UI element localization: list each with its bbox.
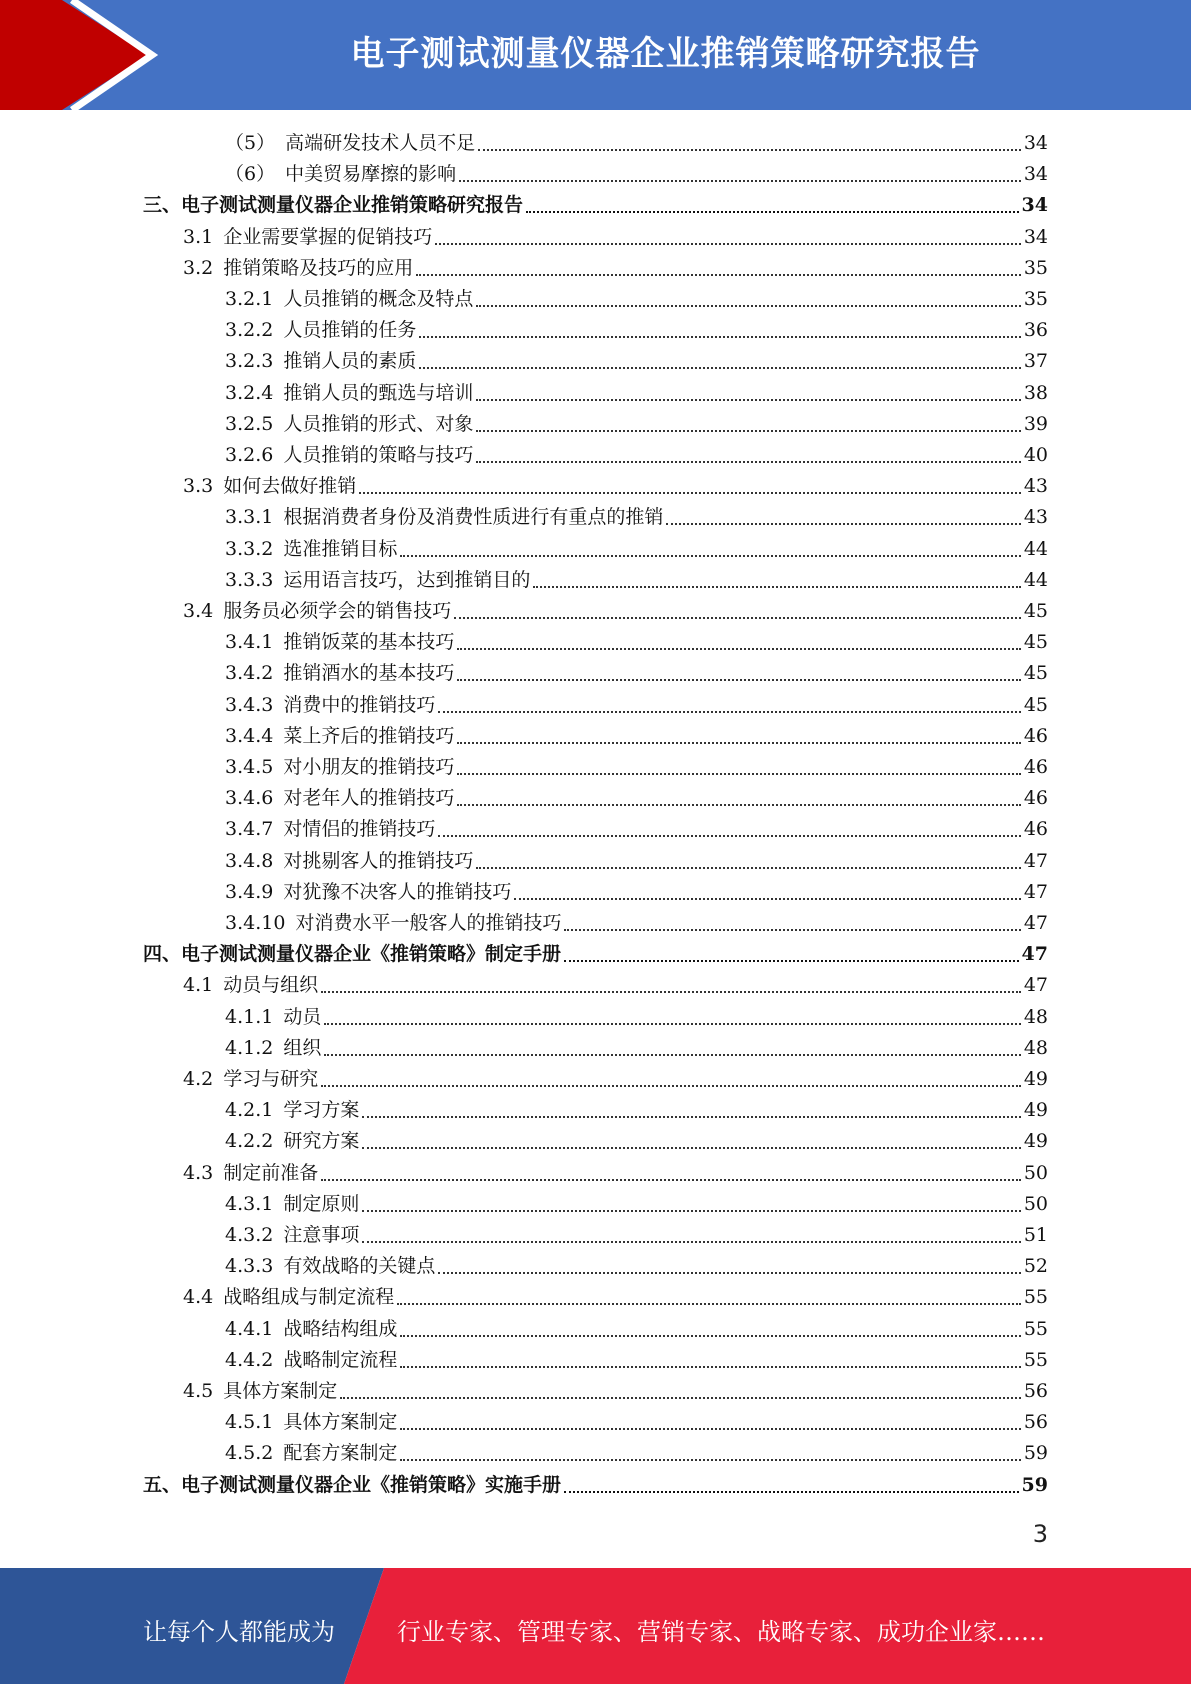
toc-entry-title: 战略组成与制定流程 [223, 1286, 395, 1309]
toc-entry[interactable] [143, 1470, 1048, 1500]
toc-dot-leader [564, 960, 1019, 962]
toc-entry-number: 3.3.1 [225, 506, 274, 529]
toc-entry-number: 3.3.3 [225, 568, 274, 591]
toc-dot-leader [362, 1210, 1020, 1212]
toc-entry-number: 3.1 [183, 225, 214, 248]
header-title: 电子测试测量仪器企业推销策略研究报告 [350, 34, 981, 74]
toc-entry-title: 人员推销的概念及特点 [283, 288, 474, 310]
toc-entry-number: 三、 [143, 194, 182, 217]
toc-entry-number: 4.5.1 [225, 1411, 274, 1434]
toc-entry-number: 4.4.2 [225, 1348, 274, 1371]
toc-dot-leader [476, 430, 1020, 432]
toc-entry-page: 49 [1023, 1099, 1048, 1122]
toc-entry[interactable] [225, 814, 1048, 844]
toc-dot-leader [514, 898, 1020, 900]
toc-entry-title: 高端研发技术人员不足 [285, 132, 476, 154]
toc-dot-leader [438, 711, 1020, 713]
toc-entry-page: 47 [1023, 912, 1048, 934]
toc-entry-title: 电子测试测量仪器企业《推销策略》实施手册 [181, 1473, 562, 1496]
toc-entry-page: 44 [1023, 568, 1048, 591]
toc-dot-leader [459, 180, 1021, 182]
toc-entry[interactable] [225, 284, 1048, 314]
toc-entry-page: 46 [1023, 787, 1048, 810]
toc-entry-page: 46 [1023, 724, 1048, 747]
toc-entry-page: 43 [1023, 506, 1048, 529]
toc-entry-title: 人员推销的形式、对象 [283, 412, 474, 435]
toc-entry-page: 56 [1023, 1380, 1048, 1402]
toc-entry[interactable] [225, 658, 1048, 688]
toc-entry[interactable] [183, 970, 1048, 1000]
toc-entry-title: 电子测试测量仪器企业推销策略研究报告 [181, 194, 524, 217]
toc-entry-number: 3.2 [183, 256, 214, 279]
toc-dot-leader [457, 742, 1020, 744]
toc-entry[interactable] [225, 783, 1048, 813]
toc-entry-title: 战略结构组成 [283, 1317, 398, 1340]
toc-entry-page: 56 [1023, 1411, 1048, 1434]
page-header [0, 0, 1191, 110]
toc-entry-number: 4.5.2 [225, 1442, 274, 1465]
toc-entry[interactable] [143, 190, 1048, 220]
toc-entry[interactable] [225, 1095, 1048, 1125]
toc-entry-page: 45 [1023, 600, 1048, 622]
toc-entry-title: 研究方案 [283, 1130, 360, 1153]
toc-entry[interactable] [225, 752, 1048, 782]
toc-entry-page: 47 [1023, 880, 1048, 903]
toc-entry-number: 3.4.3 [225, 693, 274, 716]
toc-entry[interactable] [225, 1033, 1048, 1063]
footer-slogan-right: 行业专家、管理专家、营销专家、战略专家、成功企业家…… [397, 1618, 1045, 1646]
toc-entry-title: 具体方案制定 [283, 1411, 398, 1434]
toc-entry-title: 对犹豫不决客人的推销技巧 [283, 880, 512, 903]
toc-entry-number: 3.4.4 [225, 724, 274, 747]
toc-entry-page: 46 [1023, 756, 1048, 778]
toc-entry[interactable] [225, 1002, 1048, 1032]
toc-entry-number: 3.4.5 [225, 756, 274, 778]
toc-entry-page: 44 [1023, 537, 1048, 560]
toc-entry-title: 人员推销的策略与技巧 [283, 444, 474, 466]
toc-entry[interactable] [225, 565, 1048, 595]
toc-entry-title: 对小朋友的推销技巧 [283, 756, 455, 778]
toc-entry-title: 对消费水平一般客人的推销技巧 [295, 912, 562, 934]
toc-entry-number: 4.4.1 [225, 1317, 274, 1340]
toc-entry[interactable] [183, 1376, 1048, 1406]
toc-entry-page: 37 [1023, 350, 1048, 373]
toc-dot-leader [321, 1085, 1021, 1087]
toc-entry[interactable] [225, 1314, 1048, 1344]
toc-entry-number: 4.3.1 [225, 1192, 274, 1215]
toc-entry-number: 4.5 [183, 1380, 214, 1402]
toc-dot-leader [400, 1459, 1020, 1461]
toc-entry-page: 59 [1023, 1442, 1048, 1465]
toc-entry-title: 战略制定流程 [283, 1348, 398, 1371]
page-footer [0, 1568, 1191, 1684]
toc-entry-page: 34 [1023, 163, 1048, 186]
toc-entry-number: 3.2.1 [225, 288, 274, 310]
toc-entry-number: 3.2.2 [225, 319, 274, 342]
toc-entry-page: 40 [1023, 444, 1048, 466]
toc-entry-number: 3.3 [183, 475, 214, 498]
toc-entry-page: 52 [1023, 1255, 1048, 1278]
toc-entry-page: 34 [1023, 132, 1048, 154]
toc-dot-leader [419, 367, 1020, 369]
toc-entry[interactable] [225, 128, 1048, 158]
toc-entry-number: 3.4 [183, 600, 214, 622]
toc-entry-number: 3.4.1 [225, 631, 274, 654]
toc-entry-title: 具体方案制定 [223, 1380, 338, 1402]
toc-dot-leader [457, 648, 1020, 650]
toc-dot-leader [397, 1303, 1021, 1305]
toc-entry-number: 4.1.1 [225, 1005, 274, 1028]
toc-entry[interactable] [225, 1189, 1048, 1219]
toc-entry-number: （6） [225, 163, 276, 186]
toc-dot-leader [476, 461, 1020, 463]
toc-entry-page: 49 [1023, 1130, 1048, 1153]
toc-entry[interactable] [225, 908, 1048, 938]
toc-entry[interactable] [225, 378, 1048, 408]
toc-entry-title: 注意事项 [283, 1224, 360, 1246]
toc-entry-title: 学习方案 [283, 1099, 360, 1122]
toc-entry-page: 48 [1023, 1005, 1048, 1028]
toc-entry[interactable] [183, 253, 1048, 283]
toc-entry-title: 推销人员的素质 [283, 350, 417, 373]
toc-entry[interactable] [225, 627, 1048, 657]
toc-entry-number: 4.2.2 [225, 1130, 274, 1153]
footer-slogan-left: 让每个人都能成为 [143, 1618, 335, 1646]
toc-entry[interactable] [225, 1220, 1048, 1250]
toc-entry-page: 36 [1023, 319, 1048, 342]
toc-entry-page: 35 [1023, 288, 1048, 310]
toc-entry[interactable] [225, 315, 1048, 345]
toc-dot-leader [362, 1116, 1020, 1118]
toc-entry-number: 3.2.3 [225, 350, 274, 373]
toc-entry-title: 根据消费者身份及消费性质进行有重点的推销 [283, 506, 664, 529]
toc-entry-page: 48 [1023, 1036, 1048, 1059]
toc-entry[interactable] [225, 721, 1048, 751]
toc-entry[interactable] [225, 440, 1048, 470]
toc-entry-page: 47 [1023, 974, 1048, 997]
toc-dot-leader [457, 679, 1020, 681]
toc-dot-leader [324, 1023, 1020, 1025]
toc-entry-title: 制定原则 [283, 1192, 360, 1215]
toc-entry[interactable] [183, 596, 1048, 626]
toc-entry-page: 55 [1023, 1317, 1048, 1340]
toc-dot-leader [359, 492, 1021, 494]
toc-dot-leader [438, 835, 1020, 837]
toc-entry-page: 35 [1023, 256, 1048, 279]
toc-entry-number: 3.4.7 [225, 818, 274, 841]
toc-entry-number: 3.2.4 [225, 381, 274, 404]
toc-entry-title: 配套方案制定 [283, 1442, 398, 1465]
toc-entry-number: 3.4.6 [225, 787, 274, 810]
toc-entry[interactable] [225, 1438, 1048, 1468]
toc-entry-number: 4.2 [183, 1068, 214, 1090]
toc-entry-number: 四、 [143, 943, 182, 966]
toc-entry[interactable] [225, 1126, 1048, 1156]
toc-entry-number: 4.4 [183, 1286, 214, 1309]
toc-dot-leader [362, 1147, 1020, 1149]
toc-entry-number: 3.4.9 [225, 880, 274, 903]
toc-entry[interactable] [225, 877, 1048, 907]
toc-entry-title: 组织 [283, 1036, 322, 1059]
toc-entry-title: 企业需要掌握的促销技巧 [223, 225, 433, 248]
toc-entry-page: 38 [1023, 381, 1048, 404]
toc-entry[interactable] [183, 1282, 1048, 1312]
toc-dot-leader [324, 1054, 1020, 1056]
toc-dot-leader [400, 1335, 1020, 1337]
toc-dot-leader [438, 1272, 1020, 1274]
toc-dot-leader [478, 149, 1021, 151]
toc-entry[interactable] [143, 939, 1048, 969]
toc-entry[interactable] [183, 1064, 1048, 1094]
toc-entry[interactable] [225, 159, 1048, 189]
page-number: 3 [1032, 1520, 1048, 1548]
toc-entry-number: 4.3 [183, 1161, 214, 1184]
toc-dot-leader [526, 211, 1019, 213]
toc-entry[interactable] [225, 534, 1048, 564]
toc-entry-number: 3.2.6 [225, 444, 274, 466]
toc-entry[interactable] [225, 502, 1048, 532]
toc-entry-title: 学习与研究 [223, 1068, 319, 1090]
toc-dot-leader [476, 867, 1020, 869]
toc-dot-leader [435, 243, 1021, 245]
toc-entry[interactable] [225, 846, 1048, 876]
toc-entry-page: 47 [1023, 849, 1048, 872]
toc-entry-page: 55 [1023, 1286, 1048, 1309]
toc-entry[interactable] [225, 409, 1048, 439]
toc-dot-leader [666, 523, 1020, 525]
toc-entry-number: 4.3.3 [225, 1255, 274, 1278]
toc-entry-page: 39 [1023, 412, 1048, 435]
toc-entry-title: 人员推销的任务 [283, 319, 417, 342]
toc-entry[interactable] [225, 1345, 1048, 1375]
toc-entry[interactable] [225, 346, 1048, 376]
toc-entry-title: 推销人员的甄选与培训 [283, 381, 474, 404]
toc-entry-title: 推销策略及技巧的应用 [223, 256, 414, 279]
toc-dot-leader [457, 804, 1020, 806]
toc-entry-title: 对挑剔客人的推销技巧 [283, 849, 474, 872]
toc-entry-number: 五、 [143, 1473, 182, 1496]
toc-dot-leader [362, 1241, 1020, 1243]
toc-dot-leader [321, 991, 1021, 993]
toc-entry-number: 3.4.8 [225, 849, 274, 872]
toc-entry-title: 中美贸易摩擦的影响 [285, 163, 457, 186]
toc-dot-leader [340, 1397, 1021, 1399]
toc-entry-number: 4.1.2 [225, 1036, 274, 1059]
toc-entry-page: 51 [1023, 1224, 1048, 1246]
toc-dot-leader [400, 1428, 1020, 1430]
toc-entry[interactable] [183, 471, 1048, 501]
toc-entry-number: 3.2.5 [225, 412, 274, 435]
toc-entry-page: 47 [1021, 943, 1048, 966]
toc-entry-number: 4.3.2 [225, 1224, 274, 1246]
toc-dot-leader [454, 617, 1021, 619]
toc-entry-title: 菜上齐后的推销技巧 [283, 724, 455, 747]
toc-entry[interactable] [183, 1158, 1048, 1188]
toc-dot-leader [419, 336, 1020, 338]
toc-entry-number: （5） [225, 132, 276, 154]
toc-entry-page: 49 [1023, 1068, 1048, 1090]
toc-entry[interactable] [225, 1407, 1048, 1437]
toc-entry-page: 45 [1023, 693, 1048, 716]
toc-entry-page: 46 [1023, 818, 1048, 841]
toc-dot-leader [476, 399, 1020, 401]
toc-entry-title: 动员与组织 [223, 974, 319, 997]
toc-entry-number: 3.4.10 [225, 912, 286, 934]
toc-entry-page: 59 [1021, 1473, 1048, 1496]
toc-entry[interactable] [225, 690, 1048, 720]
toc-dot-leader [400, 555, 1020, 557]
toc-entry-title: 服务员必须学会的销售技巧 [223, 600, 452, 622]
toc-entry-title: 如何去做好推销 [223, 475, 357, 498]
toc-dot-leader [416, 274, 1021, 276]
toc-entry-page: 43 [1023, 475, 1048, 498]
toc-entry-title: 电子测试测量仪器企业《推销策略》制定手册 [181, 943, 562, 966]
toc-entry-title: 对情侣的推销技巧 [283, 818, 436, 841]
toc-dot-leader [400, 1366, 1020, 1368]
toc-entry-number: 4.1 [183, 974, 214, 997]
toc-entry-title: 动员 [283, 1005, 322, 1028]
toc-dot-leader [321, 1179, 1021, 1181]
toc-entry-title: 推销酒水的基本技巧 [283, 662, 455, 685]
toc-dot-leader [457, 773, 1020, 775]
toc-entry-page: 55 [1023, 1348, 1048, 1371]
toc-entry-number: 3.3.2 [225, 537, 274, 560]
toc-entry-page: 50 [1023, 1192, 1048, 1215]
toc-dot-leader [564, 1491, 1019, 1493]
toc-entry-title: 有效战略的关键点 [283, 1255, 436, 1278]
toc-entry-page: 50 [1023, 1161, 1048, 1184]
toc-entry[interactable] [183, 222, 1048, 252]
toc-entry-page: 45 [1023, 631, 1048, 654]
toc-entry-page: 34 [1023, 225, 1048, 248]
toc-entry-title: 消费中的推销技巧 [283, 693, 436, 716]
toc-dot-leader [533, 586, 1020, 588]
toc-entry[interactable] [225, 1251, 1048, 1281]
toc-entry-number: 4.2.1 [225, 1099, 274, 1122]
toc-entry-title: 对老年人的推销技巧 [283, 787, 455, 810]
toc-entry-page: 45 [1023, 662, 1048, 685]
toc-entry-title: 选准推销目标 [283, 537, 398, 560]
toc-dot-leader [564, 929, 1020, 931]
toc-entry-title: 运用语言技巧，达到推销目的 [283, 568, 531, 591]
toc-entry-number: 3.4.2 [225, 662, 274, 685]
toc-dot-leader [476, 305, 1020, 307]
toc-entry-page: 34 [1021, 194, 1048, 217]
toc-entry-title: 制定前准备 [223, 1161, 319, 1184]
toc-entry-title: 推销饭菜的基本技巧 [283, 631, 455, 654]
